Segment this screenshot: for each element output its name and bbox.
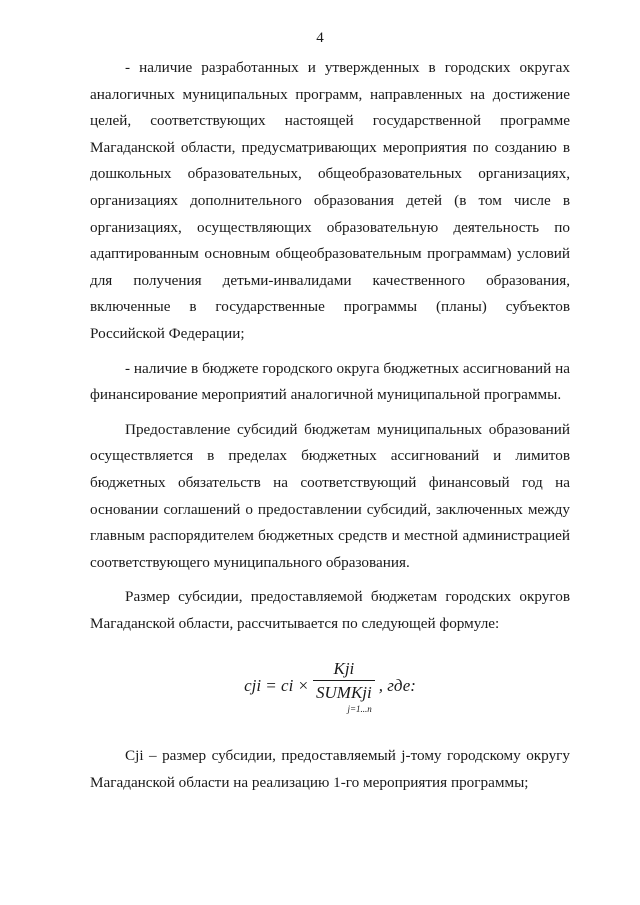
paragraph-formula-intro: Размер субсидии, предоставляемой бюджетам городских округов Магаданской области, рассчитывается по следующей формуле: — [90, 588, 570, 632]
paragraph-budget-requirement: - наличие в бюджете городского округа бюджетных ассигнований на финансирование мероприятий аналогичной муниципальной программы. — [90, 359, 570, 404]
formula-fraction — [313, 659, 375, 714]
formula-subscript: j=1...n — [347, 704, 372, 715]
formula-numerator: Kji — [333, 658, 355, 678]
subsidy-formula — [90, 641, 570, 731]
paragraph-subsidy-provision: Предоставление субсидий бюджетам муниципальных образований осуществляется в пределах бюджетных ассигнований и лимитов бюджетных обязательств на соответствующий финансовый год на основании соглашений о предоставлении субсидий, заключенных между главным распорядителем бюджетных средств и местной администрацией соответствующего муниципального образования. — [90, 420, 570, 571]
formula-suffix: , где: — [378, 676, 416, 696]
page-number: 4 — [316, 30, 324, 46]
formula-lhs: cji = ci × — [244, 676, 310, 696]
definition-cji: Cji – размер субсидии, предоставляемый j-тому городскому округу Магаданской области на реализацию 1-го мероприятия программы; — [90, 747, 570, 792]
formula-denominator: SUMKji — [316, 683, 372, 703]
paragraph-program-requirement: - наличие разработанных и утвержденных в городских округах аналогичных муниципальных программ, направленных на достижение целей, соответствующих настоящей государственной программе Магаданской области, предусматривающих мероприятия по созданию в дошкольных образовательных, общеобразовательных организациях, организациях дополнительного образования детей (в том числе в организациях, осуществляющих образовательную деятельность по адаптированным основным общеобразовательным программам) условий для получения детьми-инвалидами качественного образования, включенные в государственные программы (планы) субъектов Российской Федерации; — [90, 59, 570, 342]
formula-denominator-wrap — [313, 680, 375, 714]
document-body — [90, 55, 570, 797]
